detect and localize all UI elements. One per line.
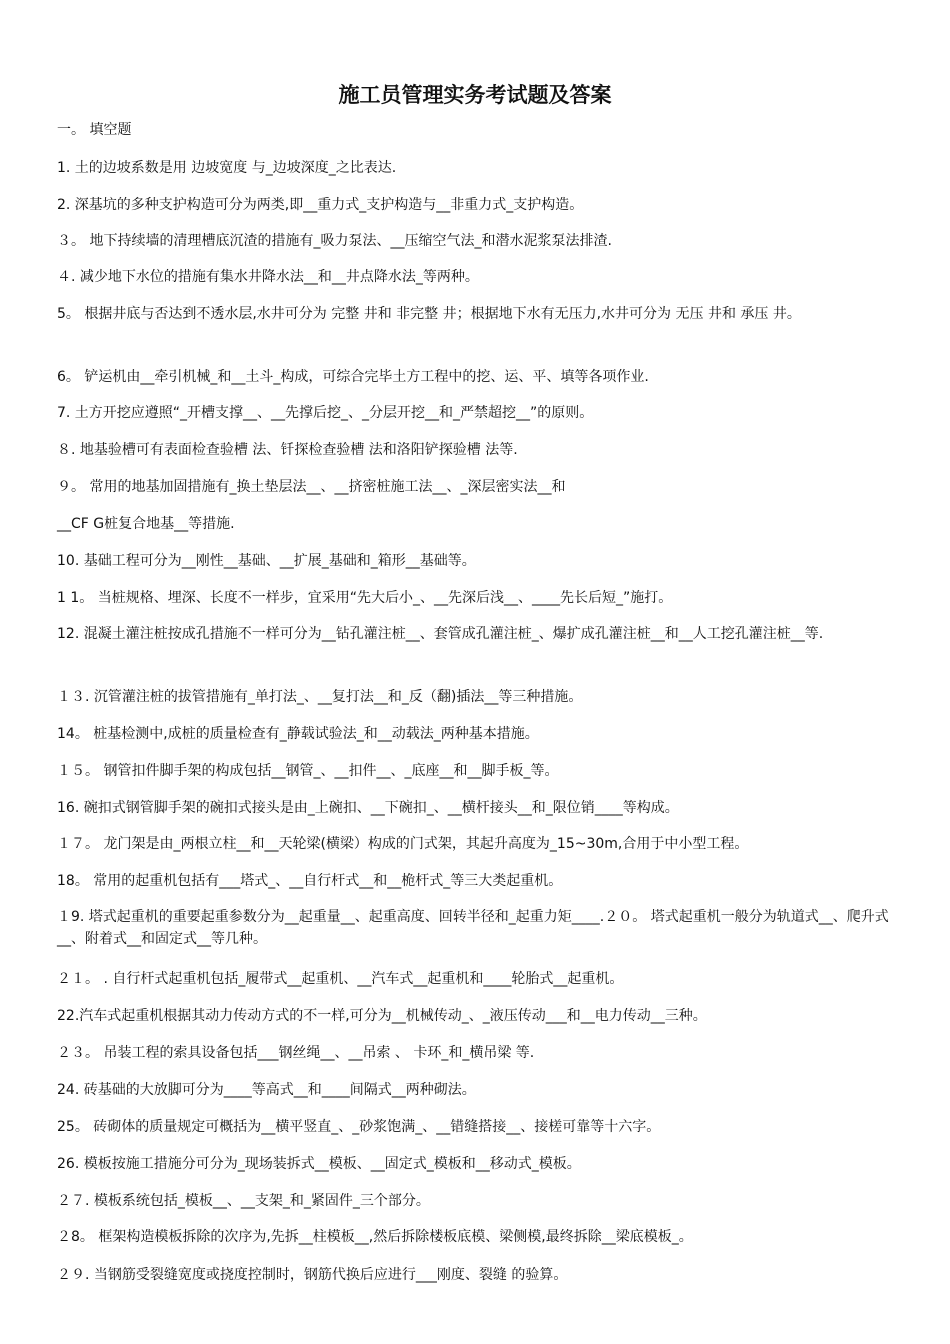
question-13: １３. 沉管灌注桩的拔管措施有_单打法_、__复打法__和_反（翻)插法__等三种措施。 [57, 689, 583, 705]
question-4: ４. 减少地下水位的措施有集水井降水法__和__井点降水法_等两种。 [57, 269, 479, 285]
question-18: 18。 常用的起重机包括有___塔式_、__自行杆式__和__桅杆式_等三大类起重机。 [57, 873, 563, 889]
section-heading: 一。 填空题 [57, 122, 132, 138]
question-29: ２９. 当钢筋受裂缝宽度或挠度控制时，钢筋代换后应进行___刚度、裂缝 的验算。 [57, 1267, 568, 1283]
question-9-continued: __CF G桩复合地基__等措施. [57, 516, 235, 532]
question-22: 22.汽车式起重机根据其动力传动方式的不一样,可分为__机械传动_、_液压传动___和__电力传动__三种。 [57, 1008, 707, 1024]
question-26: 26. 模板按施工措施分可分为_现场装拆式__模板、__固定式_模板和__移动式_模板。 [57, 1156, 581, 1172]
question-9: ９。 常用的地基加固措施有_换土垫层法__、__挤密桩施工法__、_深层密实法__和 [57, 479, 566, 495]
question-23: ２３。 吊装工程的索具设备包括___钢丝绳__、__吊索 、 卡环_和_横吊梁 等. [57, 1045, 535, 1061]
question-7: 7. 土方开挖应遵照“_开槽支撑__、__先撑后挖_、_分层开挖__和_严禁超挖__”的原则。 [57, 405, 594, 421]
question-2: 2. 深基坑的多种支护构造可分为两类,即__重力式_支护构造与__非重力式_支护构造。 [57, 197, 584, 213]
question-14: 14。 桩基检测中,成桩的质量检查有_静载试验法_和__动载法_两种基本措施。 [57, 726, 539, 742]
question-1: 1. 土的边坡系数是用 边坡宽度 与_边坡深度_之比表达. [57, 160, 397, 176]
question-5: 5。 根据井底与否达到不透水层,水井可分为 完整 井和 非完整 井；根据地下水有无压力,水井可分为 无压 井和 承压 井。 [57, 306, 801, 322]
question-17: １７。 龙门架是由_两根立柱__和__天轮梁(横梁）构成的门式架，其起升高度为_15~30m,合用于中小型工程。 [57, 836, 749, 852]
question-27: ２７. 模板系统包括_模板__、__支架_和_紧固件_三个部分。 [57, 1193, 430, 1209]
question-24: 24. 砖基础的大放脚可分为____等高式__和____间隔式__两种砌法。 [57, 1082, 476, 1098]
question-11: 1 1。 当桩规格、埋深、长度不一样步，宜采用“先大后小_、__先深后浅__、____先长后短_”施打。 [57, 590, 673, 606]
question-10: 10. 基础工程可分为__刚性__基础、__扩展_基础和_箱形__基础等。 [57, 553, 476, 569]
question-6: 6。 铲运机由__牵引机械_和__土斗_构成，可综合完毕土方工程中的挖、运、平、填等各项作业. [57, 369, 649, 385]
question-28: ２8。 框架构造模板拆除的次序为,先拆__柱模板__,然后拆除楼板底模、梁侧模,最终拆除__梁底模板_。 [57, 1229, 693, 1245]
question-15: １５。 钢管扣件脚手架的构成包括__钢管_、__扣件__、_底座__和__脚手板_等。 [57, 763, 559, 779]
question-16: 16. 碗扣式钢管脚手架的碗扣式接头是由_上碗扣、__下碗扣_、__横杆接头__和_限位销____等构成。 [57, 800, 679, 816]
question-8: ８. 地基验槽可有表面检查验槽 法、钎探检查验槽 法和洛阳铲探验槽 法等. [57, 442, 518, 458]
question-12: 12. 混凝土灌注桩按成孔措施不一样可分为__钻孔灌注桩__、套管成孔灌注桩_、爆扩成孔灌注桩__和__人工挖孔灌注桩__等. [57, 626, 824, 642]
question-21: ２１。 . 自行杆式起重机包括_履带式__起重机、__汽车式__起重机和____轮胎式__起重机。 [57, 971, 624, 987]
question-19-20: １9. 塔式起重机的重要起重参数分为__起重量__、起重高度、回转半径和_起重力矩____.２０。 塔式起重机一般分为轨道式__、爬升式__、附着式__和固定式__等几种。 [57, 909, 889, 947]
question-25: 25。 砖砌体的质量规定可概括为__横平竖直_、_砂浆饱满_、__错缝搭接__、接槎可靠等十六字。 [57, 1119, 661, 1135]
page-title: 施工员管理实务考试题及答案 [338, 83, 612, 107]
question-3: ３。 地下持续墙的清理槽底沉渣的措施有_吸力泵法、__压缩空气法_和潜水泥浆泵法排渣. [57, 233, 612, 249]
